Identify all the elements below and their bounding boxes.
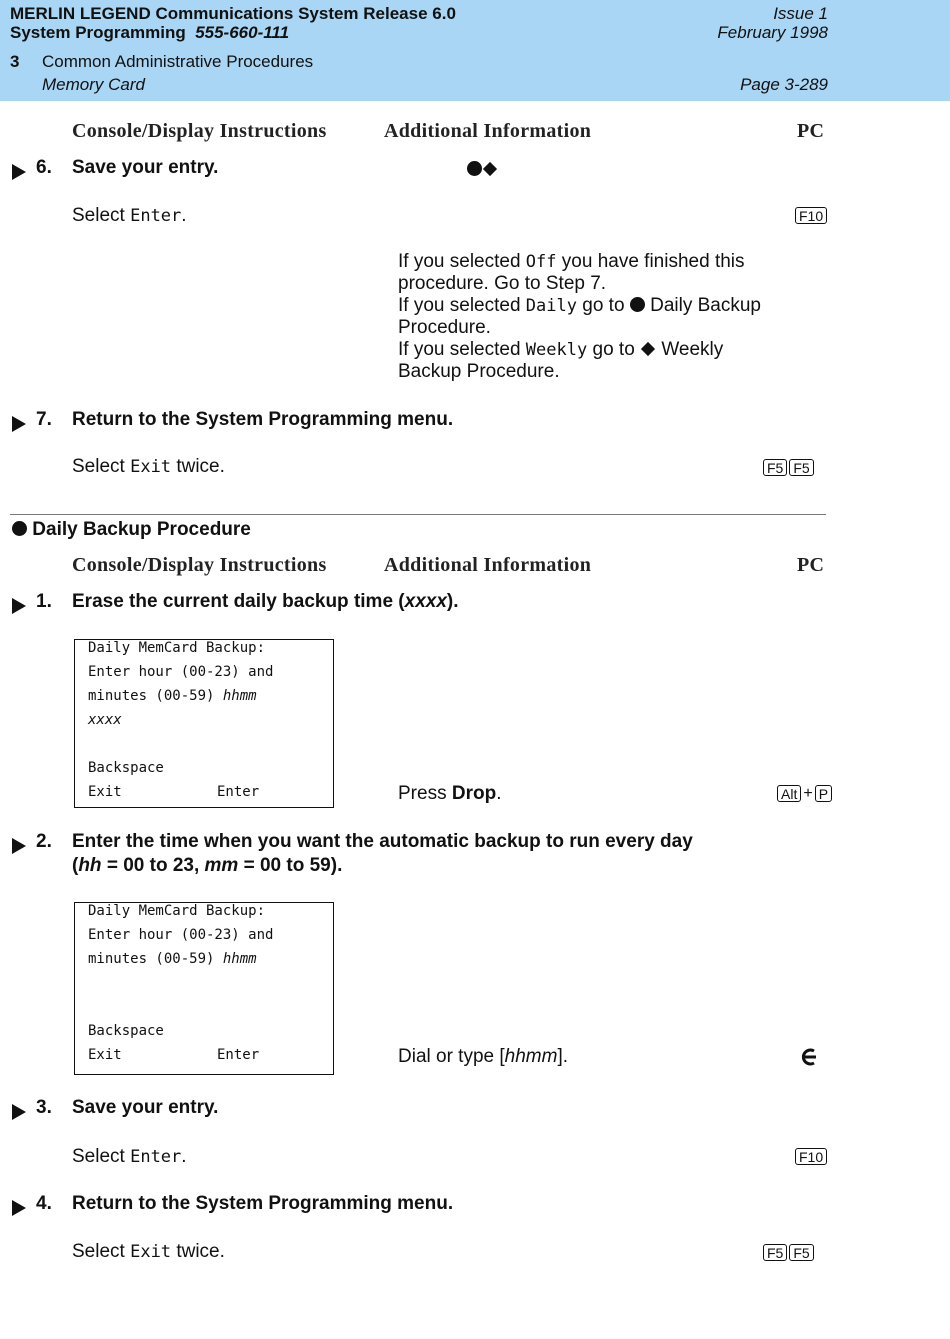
pc-keys: [795, 207, 829, 225]
f10-key: F10: [795, 207, 827, 224]
col-additional: Additional Information: [384, 120, 592, 142]
section-divider: [10, 514, 826, 515]
col-additional: Additional Information: [384, 554, 592, 576]
f10-key: F10: [795, 1148, 827, 1165]
circle-icon: [12, 521, 27, 536]
pc-keys: [763, 1244, 816, 1262]
screen-line: Enter hour (00-23) and: [88, 927, 274, 943]
circle-icon: [467, 161, 482, 176]
step-arrow-icon: [12, 416, 26, 432]
diamond-icon: [641, 342, 655, 356]
f5-key: F5: [763, 459, 787, 476]
step-number: 1.: [36, 591, 52, 612]
alt-key: Alt: [777, 785, 801, 802]
step-number: 6.: [36, 157, 52, 178]
screen-option-exit: Exit: [88, 1047, 122, 1063]
select-instruction: Select Exit twice.: [72, 1241, 225, 1262]
step-arrow-icon: [12, 164, 26, 180]
step-arrow-icon: [12, 1200, 26, 1216]
select-instruction: Select Enter.: [72, 205, 187, 226]
section-title: Memory Card: [42, 75, 145, 94]
p-key: P: [815, 785, 832, 802]
screen-option-backspace: Backspace: [88, 1023, 164, 1039]
pc-keys: [795, 1148, 829, 1166]
step-instruction: Save your entry.: [72, 1097, 219, 1118]
pc-keys: [763, 459, 816, 477]
f5-key: F5: [763, 1244, 787, 1261]
screen-line: Daily MemCard Backup:: [88, 640, 266, 656]
col-console: Console/Display Instructions: [72, 120, 327, 142]
col-pc: PC: [797, 120, 825, 142]
col-pc: PC: [797, 554, 825, 576]
step-number: 4.: [36, 1193, 52, 1214]
step-number: 7.: [36, 409, 52, 430]
screen-option-backspace: Backspace: [88, 760, 164, 776]
page-number: Page 3-289: [740, 75, 828, 94]
step-instruction-range: (hh = 00 to 23, mm = 00 to 59).: [72, 855, 343, 876]
chapter-title: Common Administrative Procedures: [42, 52, 314, 71]
step-arrow-icon: [12, 1104, 26, 1120]
step-arrow-icon: [12, 598, 26, 614]
screen-line: minutes (00-59) hhmm: [88, 688, 257, 704]
pc-keys: Alt + P: [777, 785, 834, 803]
page-header: [0, 0, 950, 101]
screen-line: Daily MemCard Backup:: [88, 903, 266, 919]
dial-pad-icon: [799, 1047, 819, 1067]
step-instruction: Save your entry.: [72, 157, 219, 178]
step-number: 2.: [36, 831, 52, 852]
step-number: 3.: [36, 1097, 52, 1118]
press-instruction: Press Drop.: [398, 783, 502, 804]
f5-key: F5: [789, 459, 813, 476]
screen-line: xxxx: [88, 712, 122, 728]
select-instruction: Select Enter.: [72, 1146, 187, 1167]
screen-option-enter: Enter: [217, 1047, 260, 1063]
screen-line: Enter hour (00-23) and: [88, 664, 274, 680]
issue-label: Issue 1: [773, 4, 828, 23]
f5-key: F5: [789, 1244, 813, 1261]
screen-option-enter: Enter: [217, 784, 260, 800]
dial-instruction: Dial or type [hhmm].: [398, 1046, 569, 1067]
step-instruction: Enter the time when you want the automatic backup to run every day: [72, 831, 693, 852]
book-title: System Programming 555-660-111: [10, 23, 290, 42]
select-instruction: Select Exit twice.: [72, 456, 225, 477]
step-instruction: Erase the current daily backup time (xxxx).: [72, 591, 459, 612]
section-heading: Daily Backup Procedure: [12, 519, 251, 541]
diamond-icon: [483, 162, 497, 176]
product-title: MERLIN LEGEND Communications System Release 6.0: [10, 4, 456, 23]
chapter-number: 3: [10, 52, 20, 71]
procedure-markers: [467, 159, 498, 181]
display-screen: [74, 639, 334, 808]
step-instruction: Return to the System Programming menu.: [72, 409, 454, 430]
screen-option-exit: Exit: [88, 784, 122, 800]
circle-icon: [630, 297, 645, 312]
display-screen: [74, 902, 334, 1075]
screen-line: minutes (00-59) hhmm: [88, 951, 257, 967]
issue-date: February 1998: [717, 23, 828, 42]
info-paragraph: If you selected Off you have finished this procedure. Go to Step 7. If you selected Daily go to Daily Backup Procedure. If you selected Weekly go to Weekly Backup Procedure.: [398, 251, 761, 382]
col-console: Console/Display Instructions: [72, 554, 327, 576]
step-instruction: Return to the System Programming menu.: [72, 1193, 454, 1214]
step-arrow-icon: [12, 838, 26, 854]
